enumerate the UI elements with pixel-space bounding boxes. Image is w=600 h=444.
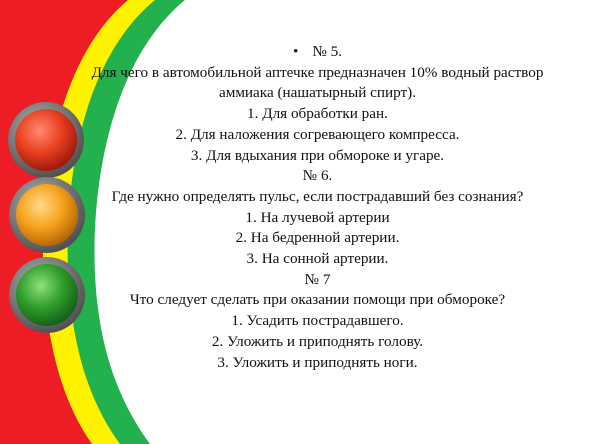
question-5-option-3: 3. Для вдыхания при обмороке и угаре. <box>190 146 445 164</box>
slide-text <box>40 42 595 373</box>
question-5-number: • № 5. <box>40 42 595 63</box>
question-7-option-3: 3. Уложить и приподнять ноги. <box>217 353 418 371</box>
question-7-text-line-1: Что следует сделать при оказании помощи при обмороке? <box>129 291 506 309</box>
question-7-option-1: 1. Усадить пострадавшего. <box>231 312 404 330</box>
question-6-text-line-1: Где нужно определять пульс, если пострадавший без сознания? <box>111 187 524 205</box>
question-5-text-line-1: Для чего в автомобильной аптечке предназначен 10% водный раствор <box>91 63 544 81</box>
question-5-text-line-2: аммиака (нашатырный спирт). <box>218 84 417 102</box>
question-5-option-2: 2. Для наложения согревающего компресса. <box>175 125 460 143</box>
question-6-option-2: 2. На бедренной артерии. <box>235 229 400 247</box>
question-6-number: № 6. <box>302 167 333 185</box>
question-7-option-2: 2. Уложить и приподнять голову. <box>211 332 424 350</box>
question-6-option-3: 3. На сонной артерии. <box>246 250 389 268</box>
question-6-option-1: 1. На лучевой артерии <box>245 208 390 226</box>
question-5-option-1: 1. Для обработки ран. <box>247 105 388 123</box>
question-7-number: № 7 <box>304 270 331 288</box>
